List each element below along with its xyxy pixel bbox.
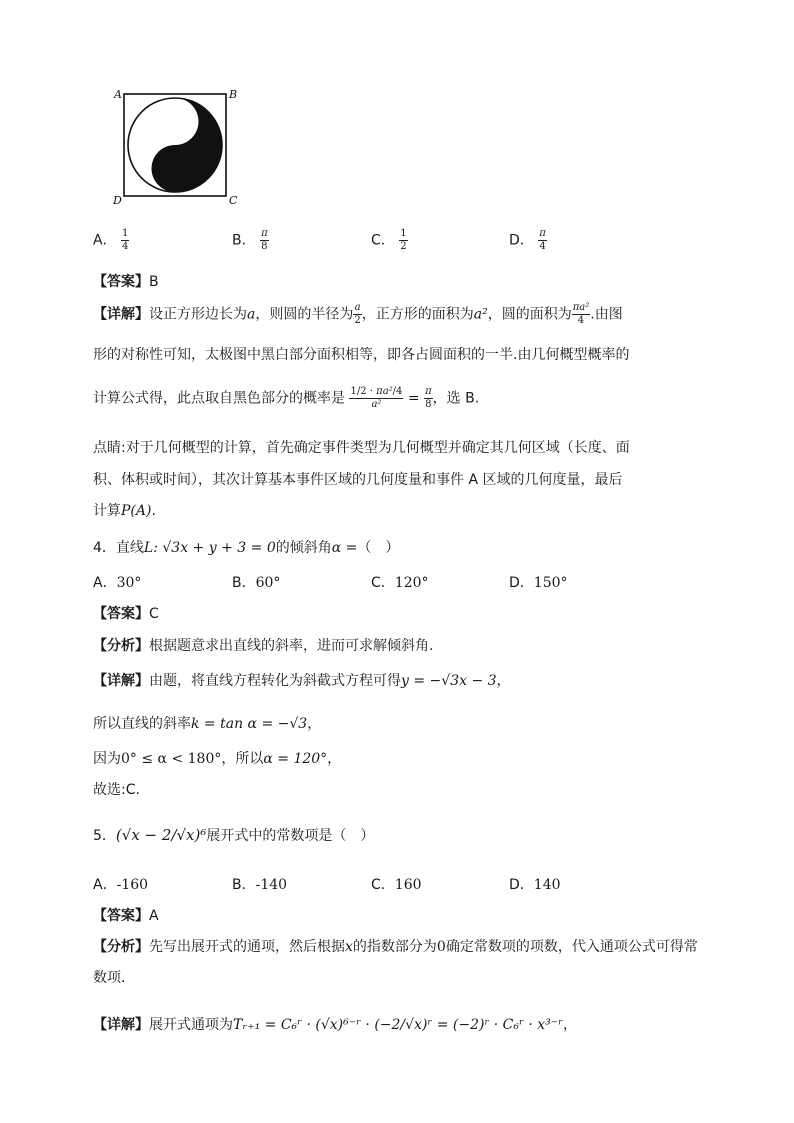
q5-detail: 【详解】展开式通项为Tᵣ₊₁ = C₆ʳ · (√x)⁶⁻ʳ · (−2/√x)ʳ = (−2)ʳ · C₆ʳ · x³⁻ʳ， (93, 1017, 577, 1033)
probability-frac: $\frac{\text{1/2 · πa²/4}}{\text{a²}}$ (350, 386, 403, 410)
taiji-figure (108, 86, 240, 206)
label-c: C (229, 194, 238, 206)
answer-tag: 【答案】 (93, 274, 149, 290)
result-frac: $\frac{\pi}{8}$ (425, 386, 432, 410)
q3-detail-line1: 【详解】设正方形边长为a，则圆的半径为 $\frac{a}{2}$ ，正方形的面积为a²，圆的面积为 $\frac{\text{πa²}}{4}$ .由图 (93, 302, 623, 326)
q3-option-d: D． $\frac{\pi}{4}$ (509, 228, 546, 252)
q5-answer: 【答案】A (93, 908, 159, 924)
q4-option-d: D．150° (509, 575, 568, 591)
q3-option-a-frac: $\frac{1}{4}$ (122, 228, 129, 252)
q3-note-line3: 计算P(A). (93, 503, 156, 519)
q5-option-c: C．160 (371, 877, 422, 893)
q4-analysis: 【分析】根据题意求出直线的斜率，进而可求解倾斜角. (93, 638, 434, 654)
q3-detail-line2: 形的对称性可知，太极图中黑白部分面积相等，即各占圆面积的一半.由几何概型概率的 (93, 347, 630, 363)
q3-note-line2: 积、体积或时间），其次计算基本事件区域的几何度量和事件 A 区域的几何度量，最后 (93, 472, 623, 488)
q3-note-line1: 点睛:对于几何概型的计算，首先确定事件类型为几何概型并确定其几何区域（长度、面 (93, 440, 630, 456)
answer-value: B (149, 274, 159, 290)
q3-answer (93, 271, 159, 291)
q4-detail: 【详解】由题，将直线方程转化为斜截式方程可得y = −√3x − 3， (93, 673, 511, 689)
q4-range: 因为0° ≤ α < 180°，所以α = 120°， (93, 751, 342, 767)
label-b: B (229, 88, 238, 101)
q3-option-c: C． $\frac{1}{2}$ (371, 228, 407, 252)
radius-frac: $\frac{a}{2}$ (354, 302, 361, 326)
q4-option-a: A．30° (93, 575, 142, 591)
q4-option-c: C．120° (371, 575, 429, 591)
q5-analysis-line2: 数项. (93, 970, 126, 986)
q3-option-c-frac: $\frac{1}{2}$ (400, 228, 407, 252)
circle-area-frac: $\frac{\text{πa²}}{4}$ (572, 302, 590, 326)
q3-option-b-frac: $\frac{\pi}{8}$ (261, 228, 268, 252)
q5-option-b: B．-140 (232, 877, 288, 893)
q4-slope: 所以直线的斜率k = tan α = −√3， (93, 716, 322, 732)
label-a: A (114, 88, 122, 101)
q5-option-d: D．140 (509, 877, 561, 893)
q5-stem: 5．(√x − 2/√x)⁶展开式中的常数项是（ ） (93, 826, 375, 844)
q3-option-b: B． $\frac{\pi}{8}$ (232, 228, 268, 252)
label-d: D (113, 194, 122, 206)
q4-option-b: B．60° (232, 575, 281, 591)
q5-option-a: A．-160 (93, 877, 149, 893)
q3-option-d-frac: $\frac{\pi}{4}$ (539, 228, 546, 252)
q4-answer: 【答案】C (93, 606, 159, 622)
q4-stem: 4．直线L: √3x + y + 3 = 0的倾斜角α =（ ） (93, 540, 400, 556)
q5-analysis-line1: 【分析】先写出展开式的通项，然后根据x的指数部分为0确定常数项的项数，代入通项公式可得常 (93, 939, 698, 955)
q3-detail-line3: 计算公式得，此点取自黑色部分的概率是 $\frac{\text{1/2 · πa²/4}}{\text{a²}}$ = $\frac{\pi}{8}$ ，选 B. (93, 386, 480, 410)
q4-choose: 故选:C. (93, 782, 140, 798)
q3-option-a: A． $\frac{1}{4}$ (93, 228, 129, 252)
